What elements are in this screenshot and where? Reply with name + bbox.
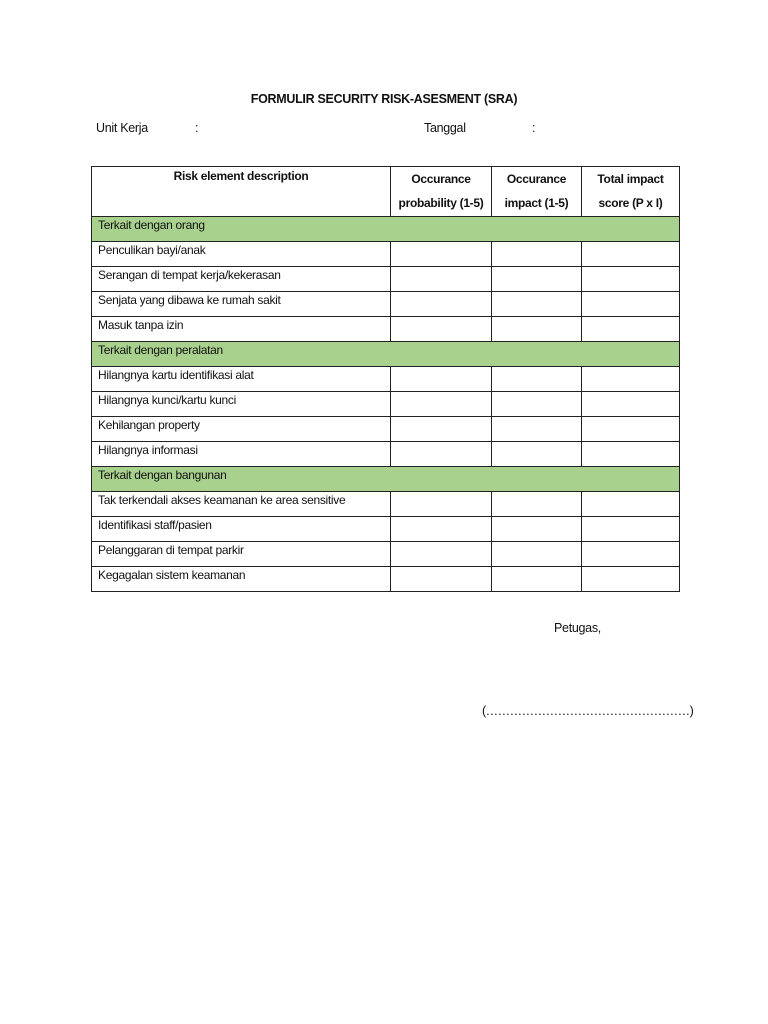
table-row [92, 417, 680, 442]
risk-item: Identifikasi staff/pasien [92, 517, 391, 542]
impact-cell[interactable] [492, 267, 582, 292]
probability-cell[interactable] [391, 242, 492, 267]
section-row-bangunan [92, 467, 680, 492]
form-title: FORMULIR SECURITY RISK-ASESMENT (SRA) [250, 92, 518, 106]
probability-cell[interactable] [391, 292, 492, 317]
impact-cell[interactable] [492, 492, 582, 517]
risk-item: Serangan di tempat kerja/kekerasan [92, 267, 391, 292]
probability-cell[interactable] [391, 542, 492, 567]
score-cell[interactable] [582, 417, 680, 442]
table-row [92, 392, 680, 417]
impact-cell[interactable] [492, 542, 582, 567]
tanggal-colon: : [532, 121, 536, 135]
probability-cell[interactable] [391, 567, 492, 592]
table-row [92, 367, 680, 392]
table-row [92, 317, 680, 342]
section-title: Terkait dengan orang [92, 217, 680, 242]
score-cell[interactable] [582, 567, 680, 592]
risk-item: Penculikan bayi/anak [92, 242, 391, 267]
probability-cell[interactable] [391, 517, 492, 542]
header-probability: Occurance probability (1-5) [391, 167, 492, 217]
risk-item: Kehilangan property [92, 417, 391, 442]
probability-cell[interactable] [391, 267, 492, 292]
tanggal-label: Tanggal [424, 121, 466, 135]
signature-label: Petugas, [554, 621, 601, 635]
header-total-score: Total impact score (P x I) [582, 167, 680, 217]
impact-cell[interactable] [492, 442, 582, 467]
probability-cell[interactable] [391, 417, 492, 442]
impact-cell[interactable] [492, 242, 582, 267]
probability-cell[interactable] [391, 442, 492, 467]
table-row [92, 267, 680, 292]
probability-cell[interactable] [391, 392, 492, 417]
probability-cell[interactable] [391, 317, 492, 342]
impact-cell[interactable] [492, 567, 582, 592]
impact-cell[interactable] [492, 317, 582, 342]
score-cell[interactable] [582, 292, 680, 317]
section-row-orang [92, 217, 680, 242]
impact-cell[interactable] [492, 392, 582, 417]
table-row [92, 242, 680, 267]
score-cell[interactable] [582, 442, 680, 467]
score-cell[interactable] [582, 542, 680, 567]
probability-cell[interactable] [391, 367, 492, 392]
table-row [92, 542, 680, 567]
risk-item: Masuk tanpa izin [92, 317, 391, 342]
section-row-peralatan [92, 342, 680, 367]
score-cell[interactable] [582, 367, 680, 392]
risk-item: Hilangnya kunci/kartu kunci [92, 392, 391, 417]
risk-item: Hilangnya kartu identifikasi alat [92, 367, 391, 392]
score-cell[interactable] [582, 242, 680, 267]
score-cell[interactable] [582, 317, 680, 342]
risk-item: Hilangnya informasi [92, 442, 391, 467]
risk-item: Pelanggaran di tempat parkir [92, 542, 391, 567]
table-row [92, 292, 680, 317]
score-cell[interactable] [582, 267, 680, 292]
risk-item: Senjata yang dibawa ke rumah sakit [92, 292, 391, 317]
table-row [92, 492, 680, 517]
table-row [92, 442, 680, 467]
score-cell[interactable] [582, 492, 680, 517]
risk-item: Tak terkendali akses keamanan ke area sensitive [92, 492, 391, 517]
score-cell[interactable] [582, 517, 680, 542]
risk-item: Kegagalan sistem keamanan [92, 567, 391, 592]
section-title: Terkait dengan peralatan [92, 342, 680, 367]
table-row [92, 517, 680, 542]
header-risk-description: Risk element description [92, 167, 391, 217]
probability-cell[interactable] [391, 492, 492, 517]
header-impact: Occurance impact (1-5) [492, 167, 582, 217]
risk-assessment-table [91, 166, 680, 592]
table-header-row [92, 167, 680, 217]
score-cell[interactable] [582, 392, 680, 417]
impact-cell[interactable] [492, 417, 582, 442]
section-title: Terkait dengan bangunan [92, 467, 680, 492]
impact-cell[interactable] [492, 367, 582, 392]
signature-line[interactable]: (……………………………………………) [482, 704, 694, 718]
table-row [92, 567, 680, 592]
impact-cell[interactable] [492, 517, 582, 542]
unit-kerja-label: Unit Kerja [96, 121, 148, 135]
unit-kerja-colon: : [195, 121, 199, 135]
impact-cell[interactable] [492, 292, 582, 317]
